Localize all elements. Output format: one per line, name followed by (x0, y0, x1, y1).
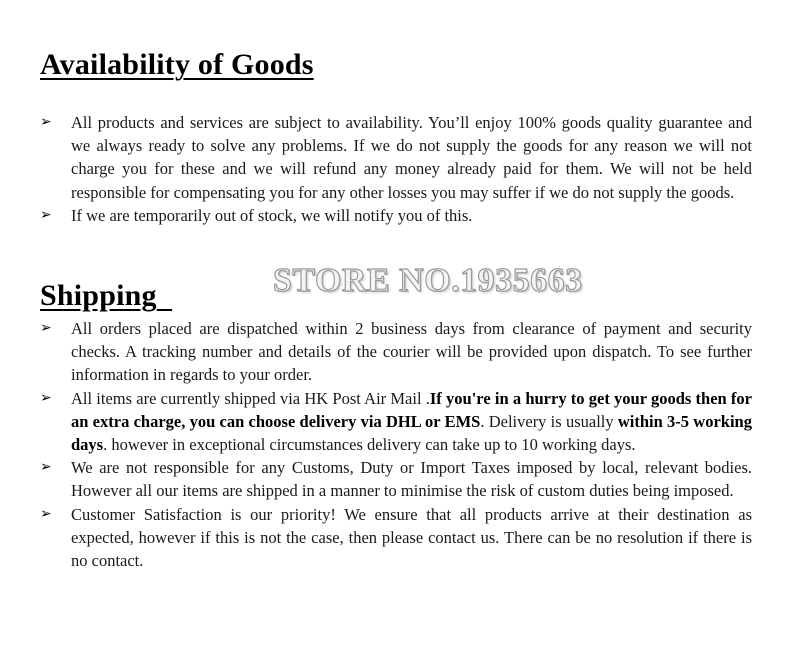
arrow-bullet-icon: ➢ (40, 506, 52, 522)
arrow-bullet-icon: ➢ (40, 207, 52, 223)
list-item (40, 503, 752, 573)
list-item (40, 387, 752, 457)
item-text-part: . however in exceptional circumstances delivery can take up to 10 working days. (103, 435, 636, 455)
item-text-part: . Delivery is usually (480, 411, 618, 431)
item-text-bold: If you're in a hurry to get your goods then for an extra charge, you can choose delivery via DHL or EMS (71, 388, 753, 431)
item-text: All products and services are subject to availability. You’ll enjoy 100% goods quality guarantee and we always ready to solve any problems. If we do not supply the goods for any reason we will not charge you for these and we will refund any money already paid for them. We will not be held responsible for compensating you for any other losses you may suffer if we do not supply the goods. (71, 113, 752, 202)
list-item (40, 204, 752, 227)
arrow-bullet-icon: ➢ (40, 390, 52, 406)
list-item (40, 111, 752, 204)
arrow-bullet-icon: ➢ (40, 321, 52, 336)
list-item (40, 456, 752, 502)
shipping-heading (40, 281, 172, 311)
arrow-bullet-icon: ➢ (40, 460, 52, 476)
shipping-list (40, 317, 752, 572)
availability-heading: Availability of Goods (40, 48, 314, 81)
shipping-title: Shipping (40, 279, 157, 312)
item-text: If we are temporarily out of stock, we will notify you of this. (71, 205, 473, 225)
arrow-bullet-icon: ➢ (40, 115, 52, 130)
item-text-part: All items are currently shipped via HK Post Air Mail . (71, 388, 430, 408)
list-item (40, 317, 752, 387)
store-watermark: STORE NO.1935663 (273, 262, 583, 299)
availability-list (40, 111, 752, 227)
item-text: All orders placed are dispatched within 2 business days from clearance of payment and security checks. A tracking number and details of the courier will be provided upon dispatch. To see further information in regards to your order. (71, 319, 752, 385)
item-text: We are not responsible for any Customs, Duty or Import Taxes imposed by local, relevant bodies. However all our items are shipped in a manner to minimise the risk of custom duties being imposed. (71, 458, 752, 501)
item-text-bold: within 3-5 working days (71, 411, 752, 455)
item-text: Customer Satisfaction is our priority! We ensure that all products arrive at their destination as expected, however if this is not the case, then please contact us. There can be no resolution if there is no contact. (71, 504, 752, 571)
